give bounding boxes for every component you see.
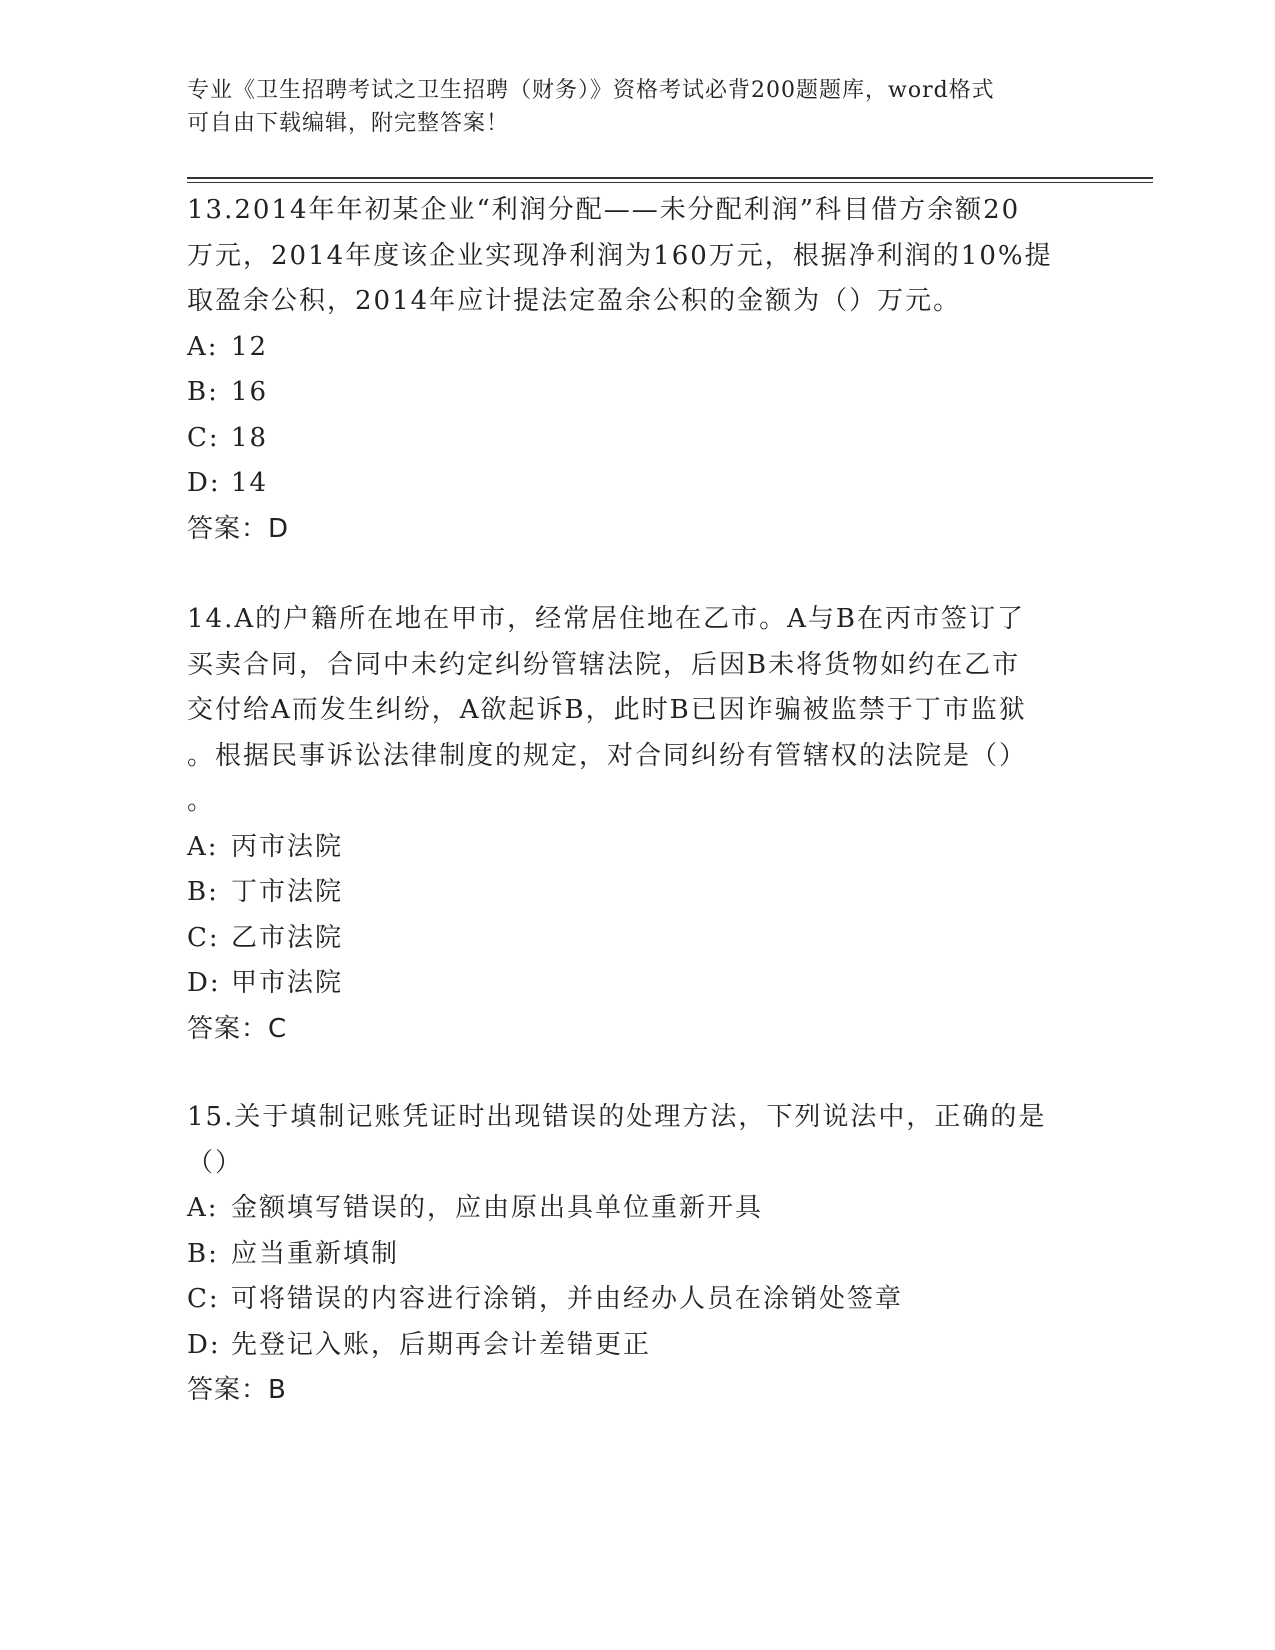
question-stem-line: （） — [187, 1147, 244, 1178]
option-text: 14 — [231, 468, 269, 498]
question-13 — [187, 188, 1082, 552]
option-letter: A: — [187, 1193, 219, 1223]
option-letter: D: — [187, 468, 221, 498]
option-c — [187, 416, 1082, 462]
question-stem-line: 交付给A而发生纠纷，A欲起诉B，此时B已因诈骗被监禁于丁市监狱 — [187, 695, 1027, 725]
header-title-line-2: 可自由下载编辑，附完整答案！ — [187, 111, 510, 136]
option-letter: A: — [187, 831, 219, 862]
option-letter: C: — [187, 1284, 220, 1314]
option-text: 金额填写错误的，应由原出具单位重新开具 — [231, 1193, 764, 1223]
option-d — [187, 961, 1082, 1007]
option-a — [187, 825, 1082, 871]
question-15 — [187, 1095, 1082, 1414]
option-c — [187, 916, 1082, 962]
question-stem-line: 买卖合同，合同中未约定纠纷管辖法院，后因B未将货物如约在乙市 — [187, 649, 1021, 680]
option-b — [187, 870, 1082, 916]
question-stem-line: 13.2014年年初某企业“利润分配——未分配利润”科目借方余额20 — [187, 195, 1021, 225]
option-letter: C: — [187, 422, 220, 453]
option-text: 丙市法院 — [231, 831, 344, 862]
option-d — [187, 1323, 1082, 1369]
option-letter: B: — [187, 377, 219, 407]
option-b — [187, 1232, 1082, 1278]
option-b — [187, 370, 1082, 416]
option-text: 可将错误的内容进行涂销，并由经办人员在涂销处签章 — [231, 1284, 904, 1314]
option-text: 应当重新填制 — [231, 1238, 400, 1269]
option-letter: A: — [187, 331, 219, 362]
option-text: 丁市法院 — [231, 877, 344, 907]
option-text: 乙市法院 — [231, 922, 344, 953]
option-text: 18 — [231, 422, 269, 453]
option-a — [187, 1186, 1082, 1232]
option-text: 16 — [231, 377, 269, 407]
option-a — [187, 325, 1082, 371]
question-stem-line: 。根据民事诉讼法律制度的规定，对合同纠纷有管辖权的法院是（） — [187, 740, 1028, 771]
option-text: 先登记入账，后期再会计差错更正 — [231, 1329, 652, 1360]
header-divider-thick — [187, 177, 1153, 179]
question-stem-line: 15.关于填制记账凭证时出现错误的处理方法，下列说法中，正确的是 — [187, 1102, 1047, 1132]
question-stem-line: 万元，2014年度该企业实现净利润为160万元，根据净利润的10%提 — [187, 240, 1053, 271]
option-d — [187, 461, 1082, 507]
question-stem-line: 14.A的户籍所在地在甲市，经常居住地在乙市。A与B在丙市签订了 — [187, 604, 1026, 634]
header-divider-thin — [187, 182, 1153, 183]
header-title-line-1: 专业《卫生招聘考试之卫生招聘（财务）》资格考试必背200题题库，word格式 — [187, 78, 995, 103]
option-text: 12 — [231, 331, 269, 362]
option-c — [187, 1277, 1082, 1323]
question-stem-line: 。 — [187, 786, 216, 816]
option-letter: B: — [187, 877, 219, 907]
answer-line: 答案：D — [187, 513, 290, 544]
option-letter: B: — [187, 1238, 219, 1269]
answer-line: 答案：C — [187, 1013, 288, 1044]
option-text: 甲市法院 — [231, 968, 344, 998]
option-letter: D: — [187, 968, 221, 998]
document-header — [187, 74, 1067, 140]
option-letter: C: — [187, 922, 220, 953]
option-letter: D: — [187, 1329, 221, 1360]
question-stem-line: 取盈余公积，2014年应计提法定盈余公积的金额为（）万元。 — [187, 286, 962, 316]
answer-line: 答案：B — [187, 1375, 287, 1405]
question-14 — [187, 597, 1082, 1052]
